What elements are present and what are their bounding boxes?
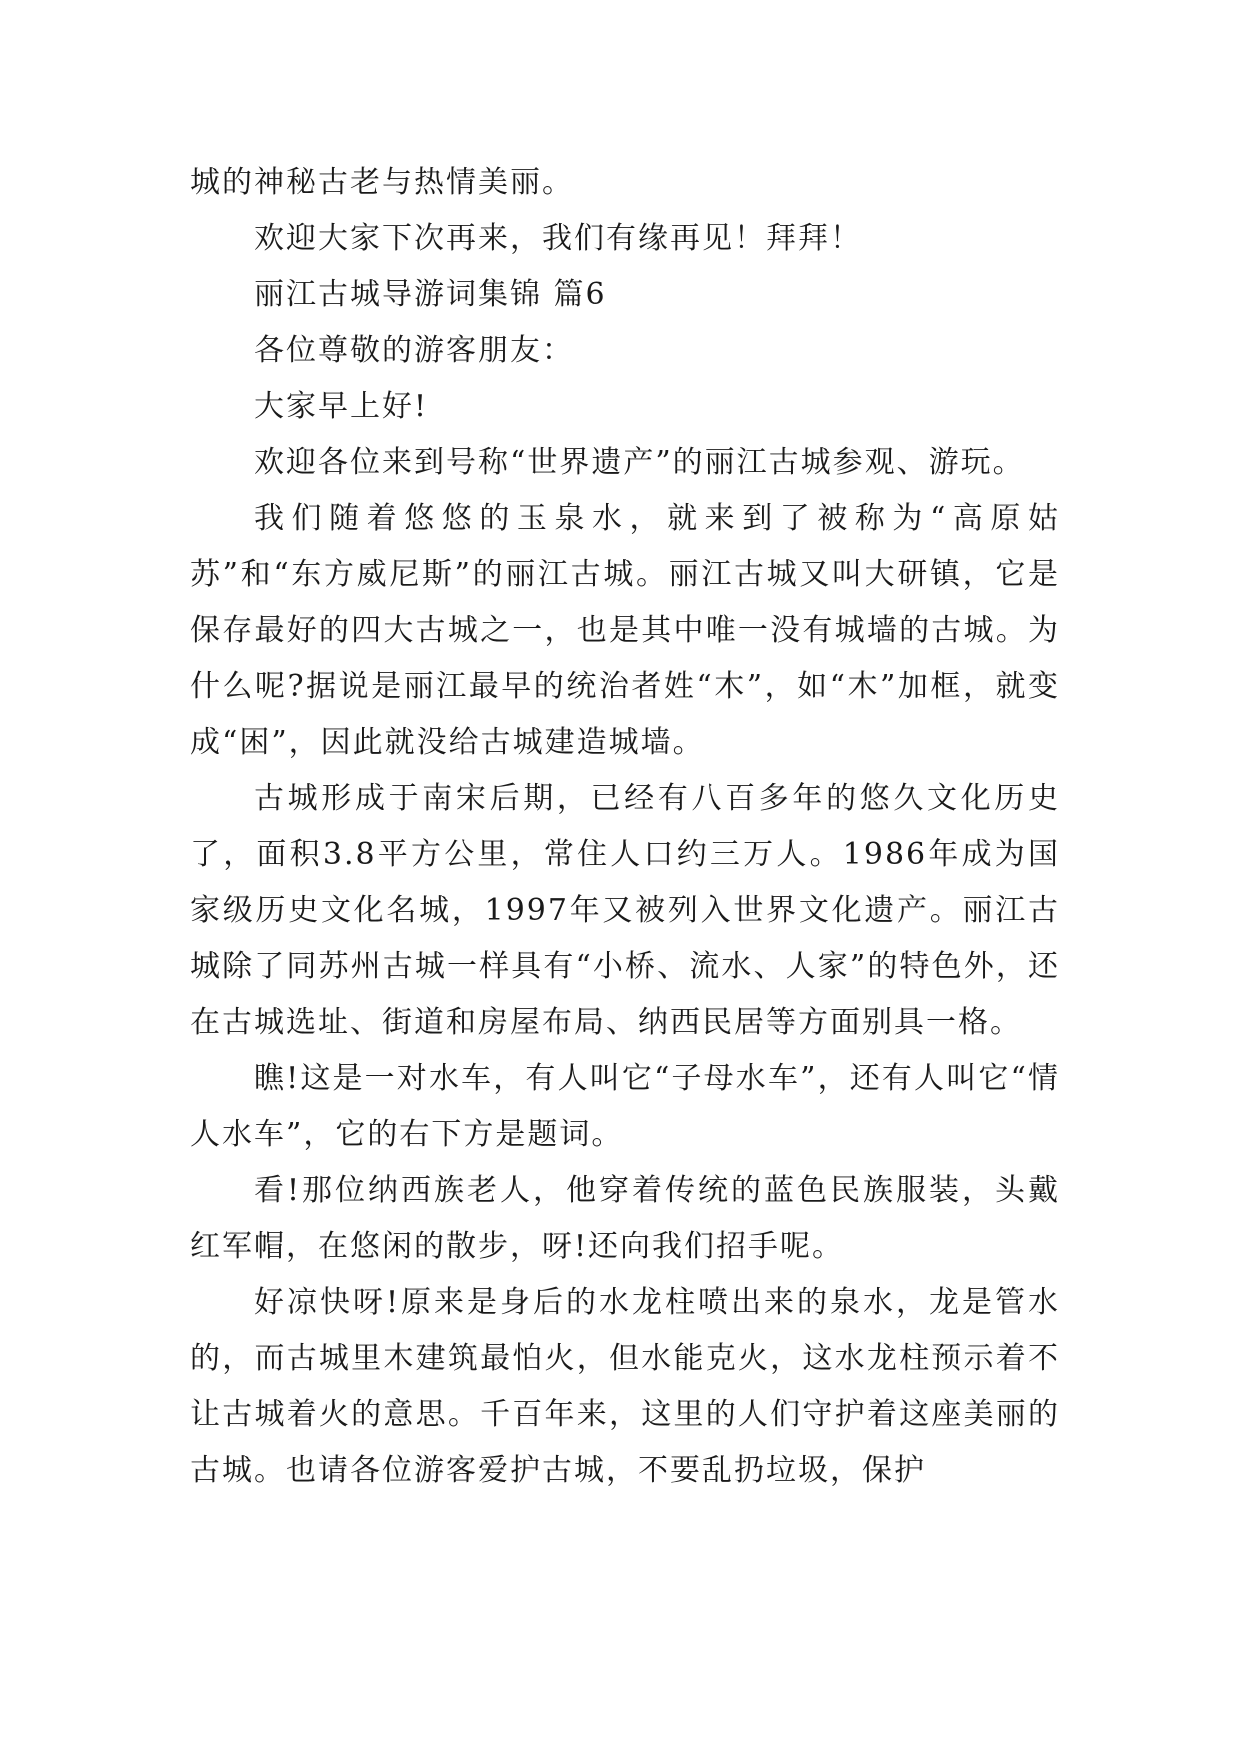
paragraph-elder: 看!那位纳西族老人，他穿着传统的蓝色民族服装，头戴红军帽，在悠闲的散步，呀!还向我们招手呢。 xyxy=(190,1173,1060,1264)
paragraph-fountain: 好凉快呀!原来是身后的水龙柱喷出来的泉水，龙是管水的，而古城里木建筑最怕火，但水能克火，这水龙柱预示着不让古城着火的意思。千百年来，这里的人们守护着这座美丽的古城。也请各位游客爱护古城，不要乱扔垃圾，保护 xyxy=(190,1285,1060,1488)
paragraph-welcome: 欢迎各位来到号称“世界遗产”的丽江古城参观、游玩。 xyxy=(254,445,1025,480)
paragraph-greeting: 大家早上好! xyxy=(254,389,429,424)
document-body xyxy=(190,155,1060,1499)
paragraph-history: 古城形成于南宋后期，已经有八百多年的悠久文化历史了，面积3.8平方公里，常住人口约三万人。1986年成为国家级历史文化名城，1997年又被列入世界文化遗产。丽江古城除了同苏州古城一样具有“小桥、流水、人家”的特色外，还在古城选址、街道和房屋布局、纳西民居等方面别具一格。 xyxy=(190,781,1060,1040)
paragraph-intro: 我们随着悠悠的玉泉水，就来到了被称为“高原姑苏”和“东方威尼斯”的丽江古城。丽江古城又叫大研镇，它是保存最好的四大古城之一，也是其中唯一没有城墙的古城。为什么呢?据说是丽江最早的统治者姓“木”，如“木”加框，就变成“困”，因此就没给古城建造城墙。 xyxy=(190,501,1060,760)
paragraph-continuation: 城的神秘古老与热情美丽。 xyxy=(190,165,574,200)
section-heading: 丽江古城导游词集锦 篇6 xyxy=(254,277,607,312)
paragraph-farewell: 欢迎大家下次再来，我们有缘再见！拜拜！ xyxy=(254,221,862,256)
paragraph-waterwheel: 瞧!这是一对水车，有人叫它“子母水车”，还有人叫它“情人水车”，它的右下方是题词。 xyxy=(190,1061,1060,1152)
paragraph-salutation: 各位尊敬的游客朋友： xyxy=(254,333,574,368)
